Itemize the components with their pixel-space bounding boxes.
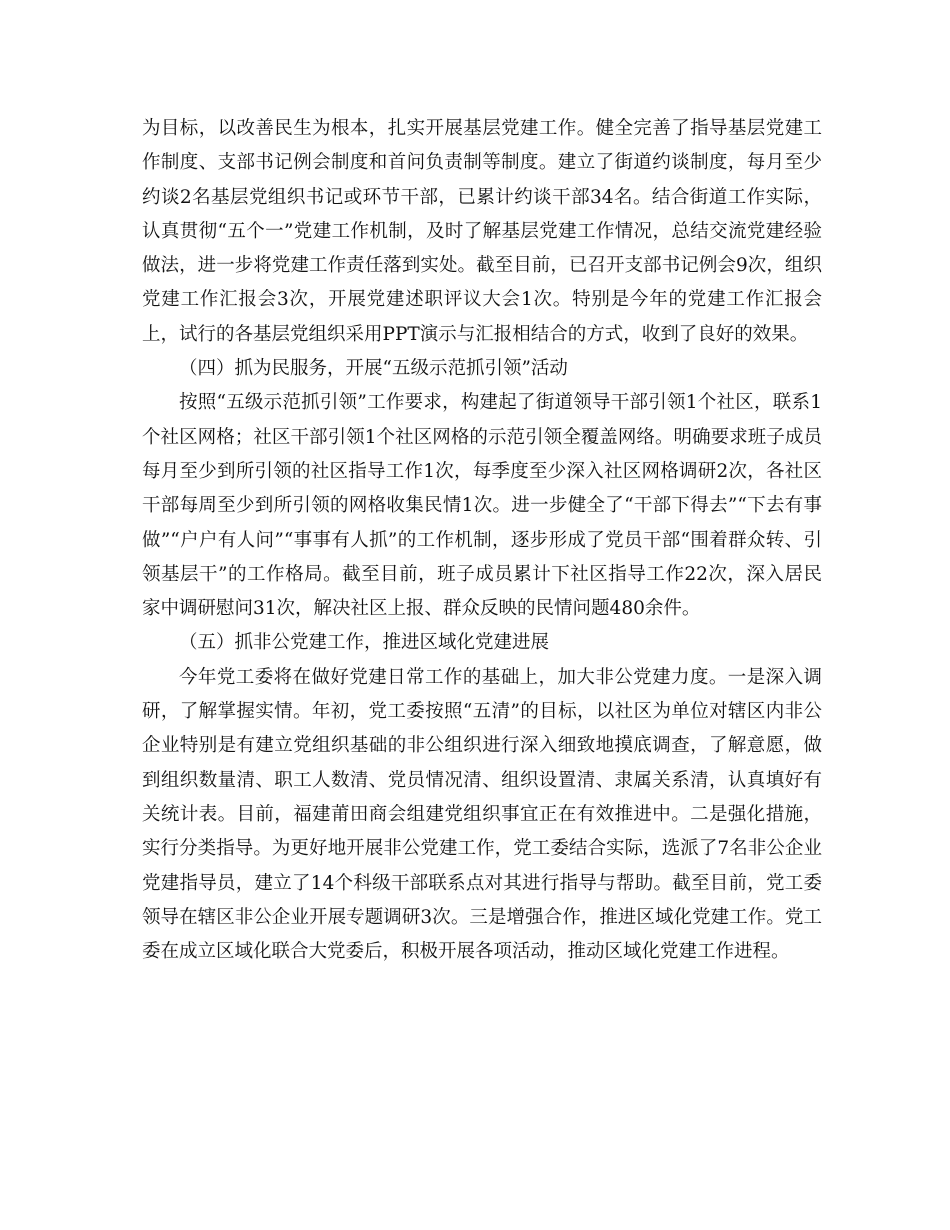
section-heading-4: （四）抓为民服务，开展“五级示范抓引领”活动 — [179, 358, 568, 380]
paragraph-section-5: 今年党工委将在做好党建日常工作的基础上，加大非公党建力度。一是深入调研，了解掌握实情。年初，党工委按照“五清”的目标，以社区为单位对辖区内非公企业特别是有建立党组织基础的非公组织进行深入细致地摸底调查，了解意愿，做到组织数量清、职工人数清、党员情况清、组织设置清、隶属关系清，认真填好有关统计表。目前，福建莆田商会组建党组织事宜正在有效推进中。二是强化措施，实行分类指导。为更好地开展非公党建工作，党工委结合实际，选派了7名非公企业党建指导员，建立了14个科级干部联系点对其进行指导与帮助。截至目前，党工委领导在辖区非公企业开展专题调研3次。三是增强合作，推进区域化党建工作。党工委在成立区域化联合大党委后，积极开展各项活动，推动区域化党建工作进程。 — [142, 666, 822, 963]
paragraph-continued: 为目标，以改善民生为根本，扎实开展基层党建工作。健全完善了指导基层党建工作制度、支部书记例会制度和首问负责制等制度。建立了街道约谈制度，每月至少约谈2名基层党组织书记或环节干部，已累计约谈干部34名。结合街道工作实际，认真贯彻“五个一”党建工作机制，及时了解基层党建工作情况，总结交流党建经验做法，进一步将党建工作责任落到实处。截至目前，已召开支部书记例会9次，组织党建工作汇报会3次，开展党建述职评议大会1次。特别是今年的党建工作汇报会上，试行的各基层党组织采用PPT演示与汇报相结合的方式，收到了良好的效果。 — [142, 118, 822, 345]
paragraph-section-4: 按照“五级示范抓引领”工作要求，构建起了街道领导干部引领1个社区，联系1个社区网格；社区干部引领1个社区网格的示范引领全覆盖网络。明确要求班子成员每月至少到所引领的社区指导工作1次，每季度至少深入社区网格调研2次，各社区干部每周至少到所引领的网格收集民情1次。进一步健全了“干部下得去”“下去有事做”“户户有人问”“事事有人抓”的工作机制，逐步形成了党员干部“围着群众转、引领基层干”的工作格局。截至目前，班子成员累计下社区指导工作22次，深入居民家中调研慰问31次，解决社区上报、群众反映的民情问题480余件。 — [142, 392, 822, 620]
section-heading-5: （五）抓非公党建工作，推进区域化党建进展 — [179, 632, 550, 654]
document-body — [142, 112, 822, 969]
